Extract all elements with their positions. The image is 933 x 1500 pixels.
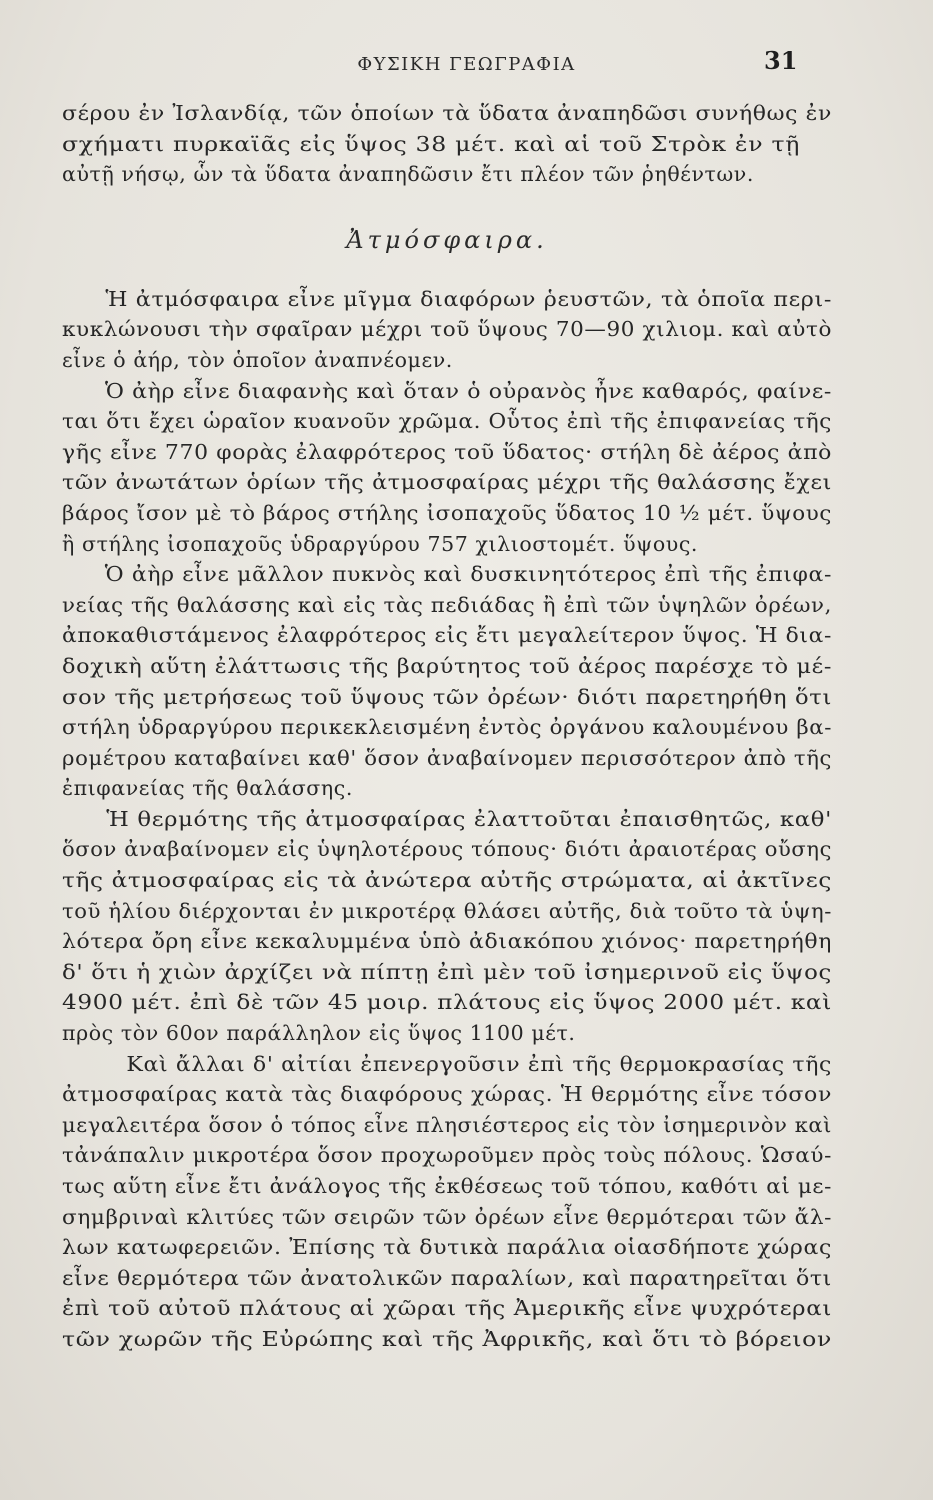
text-line: κυκλώνουσι τὴν σφαῖραν μέχρι τοῦ ὕψους 70—90 χιλιομ. καὶ αὐτὸ [62,317,833,342]
running-title: ΦΥΣΙΚΗ ΓΕΩΓΡΑΦΙΑ [357,54,576,75]
text-line: τἀνάπαλιν μικροτέρα ὅσον προχωροῦμεν πρὸς τοὺς πόλους. Ὡσαύ- [62,1143,832,1168]
section-heading: Ἀτμόσφαιρα. [346,225,548,254]
text-line: τῶν χωρῶν τῆς Εὐρώπης καὶ τῆς Ἀφρικῆς, καὶ ὅτι τὸ βόρειον [62,1326,833,1351]
text-line: πρὸς τὸν 60ον παράλληλον εἰς ὕψος 1100 μέτ. [62,1021,576,1046]
text-line: τῆς ἀτμοσφαίρας εἰς τὰ ἀνώτερα αὐτῆς στρώματα, αἱ ἀκτῖνες [62,868,833,893]
text-line: ρομέτρου καταβαίνει καθ' ὅσον ἀναβαίνομεν περισσότερον ἀπὸ τῆς [62,745,833,770]
text-line: εἶνε ὁ ἀήρ, τὸν ὁποῖον ἀναπνέομεν. [62,347,453,372]
text-line: σέρου ἐν Ἰσλανδίᾳ, τῶν ὁποίων τὰ ὕδατα ἀναπηδῶσι συνήθως ἐν [62,101,832,125]
text-line: ἢ στήλης ἰσοπαχοῦς ὑδραργύρου 757 χιλιοστομέτ. ὕψους. [62,531,699,556]
text-line: ται ὅτι ἔχει ὡραῖον κυανοῦν χρῶμα. Οὗτος ἐπὶ τῆς ἐπιφανείας τῆς [62,409,832,434]
text-line: βάρος ἴσον μὲ τὸ βάρος στήλης ἰσοπαχοῦς ὕδατος 10 ½ μέτ. ὕψους [62,500,832,525]
text-line: Ἡ ἀτμόσφαιρα εἶνε μῖγμα διαφόρων ῥευστῶν, τὰ ὁποῖα περι- [105,286,833,311]
text-line: λων κατωφερειῶν. Ἐπίσης τὰ δυτικὰ παράλια οἱασδήποτε χώρας [62,1235,833,1260]
text-line: ἀποκαθιστάμενος ἐλαφρότερος εἰς ἔτι μεγαλείτερον ὕψος. Ἡ δια- [62,623,832,648]
text-line: τως αὕτη εἶνε ἔτι ἀνάλογος τῆς ἐκθέσεως τοῦ τόπου, καθότι αἱ με- [62,1174,833,1198]
text-line: Ἡ θερμότης τῆς ἀτμοσφαίρας ἐλαττοῦται ἐπαισθητῶς, καθ' [106,806,833,831]
text-line: νείας τῆς θαλάσσης καὶ εἰς τὰς πεδιάδας ἢ ἐπὶ τῶν ὑψηλῶν ὀρέων, [62,592,832,617]
text-line: γῆς εἶνε 770 φορὰς ἐλαφρότερος τοῦ ὕδατος· στήλη δὲ ἀέρος ἀπὸ [62,439,833,464]
text-line: αὐτῇ νήσῳ, ὧν τὰ ὕδατα ἀναπηδῶσιν ἔτι πλέον τῶν ῥηθέντων. [62,162,754,187]
text-line: Ὁ ἀὴρ εἶνε διαφανὴς καὶ ὅταν ὁ οὐρανὸς ἦνε καθαρός, φαίνε- [104,378,832,403]
text-line: δ' ὅτι ἡ χιὼν ἀρχίζει νὰ πίπτῃ ἐπὶ μὲν τοῦ ἰσημερινοῦ εἰς ὕψος [62,959,832,984]
text-line: σχήματι πυρκαϊᾶς εἰς ὕψος 38 μέτ. καὶ αἱ τοῦ Στρὸκ ἐν τῇ [62,131,801,156]
text-line: τῶν ἀνωτάτων ὁρίων τῆς ἀτμοσφαίρας μέχρι τῆς θαλάσσης ἔχει [62,470,833,495]
text-line: Ὁ ἀὴρ εἶνε μᾶλλον πυκνὸς καὶ δυσκινητότερος ἐπὶ τῆς ἐπιφα- [104,562,833,587]
text-line: μεγαλειτέρα ὅσον ὁ τόπος εἶνε πλησιέστερος εἰς τὸν ἰσημερινὸν καὶ [62,1112,833,1137]
text-line: τοῦ ἡλίου διέρχονται ἐν μικροτέρᾳ θλάσει αὐτῆς, διὰ τοῦτο τὰ ὑψη- [62,898,832,923]
page-header [0,46,933,86]
text-line: στήλη ὑδραργύρου περικεκλεισμένη ἐντὸς ὀργάνου καλουμένου βα- [62,715,833,740]
page-number: 31 [764,46,798,75]
text-line: σον τῆς μετρήσεως τοῦ ὕψους τῶν ὀρέων· διότι παρετηρήθη ὅτι [62,684,832,709]
text-line: λότερα ὄρη εἶνε κεκαλυμμένα ὑπὸ ἀδιακόπου χιόνος· παρετηρήθη [62,929,832,954]
text-line: 4900 μέτ. ἐπὶ δὲ τῶν 45 μοιρ. πλάτους εἰς ὕψος 2000 μέτ. καὶ [62,990,832,1015]
text-line: ἐπὶ τοῦ αὐτοῦ πλάτους αἱ χῶραι τῆς Ἀμερικῆς εἶνε ψυχρότεραι [62,1296,832,1321]
body-text [62,98,832,1355]
text-line: δοχικὴ αὕτη ἐλάττωσις τῆς βαρύτητος τοῦ ἀέρος παρέσχε τὸ μέ- [62,653,833,678]
text-line: Καὶ ἄλλαι δ' αἰτίαι ἐπενεργοῦσιν ἐπὶ τῆς θερμοκρασίας τῆς [126,1051,832,1076]
text-line: ἐπιφανείας τῆς θαλάσσης. [62,776,353,801]
text-line: ὅσον ἀναβαίνομεν εἰς ὑψηλοτέρους τόπους· διότι ἀραιοτέρας οὔσης [62,837,832,862]
text-line: ἀτμοσφαίρας κατὰ τὰς διαφόρους χώρας. Ἡ θερμότης εἶνε τόσον [62,1082,832,1107]
text-line: εἶνε θερμότερα τῶν ἀνατολικῶν παραλίων, καὶ παρατηρεῖται ὅτι [62,1265,832,1290]
text-line: σημβριναὶ κλιτύες τῶν σειρῶν τῶν ὀρέων εἶνε θερμότεραι τῶν ἄλ- [62,1204,833,1229]
